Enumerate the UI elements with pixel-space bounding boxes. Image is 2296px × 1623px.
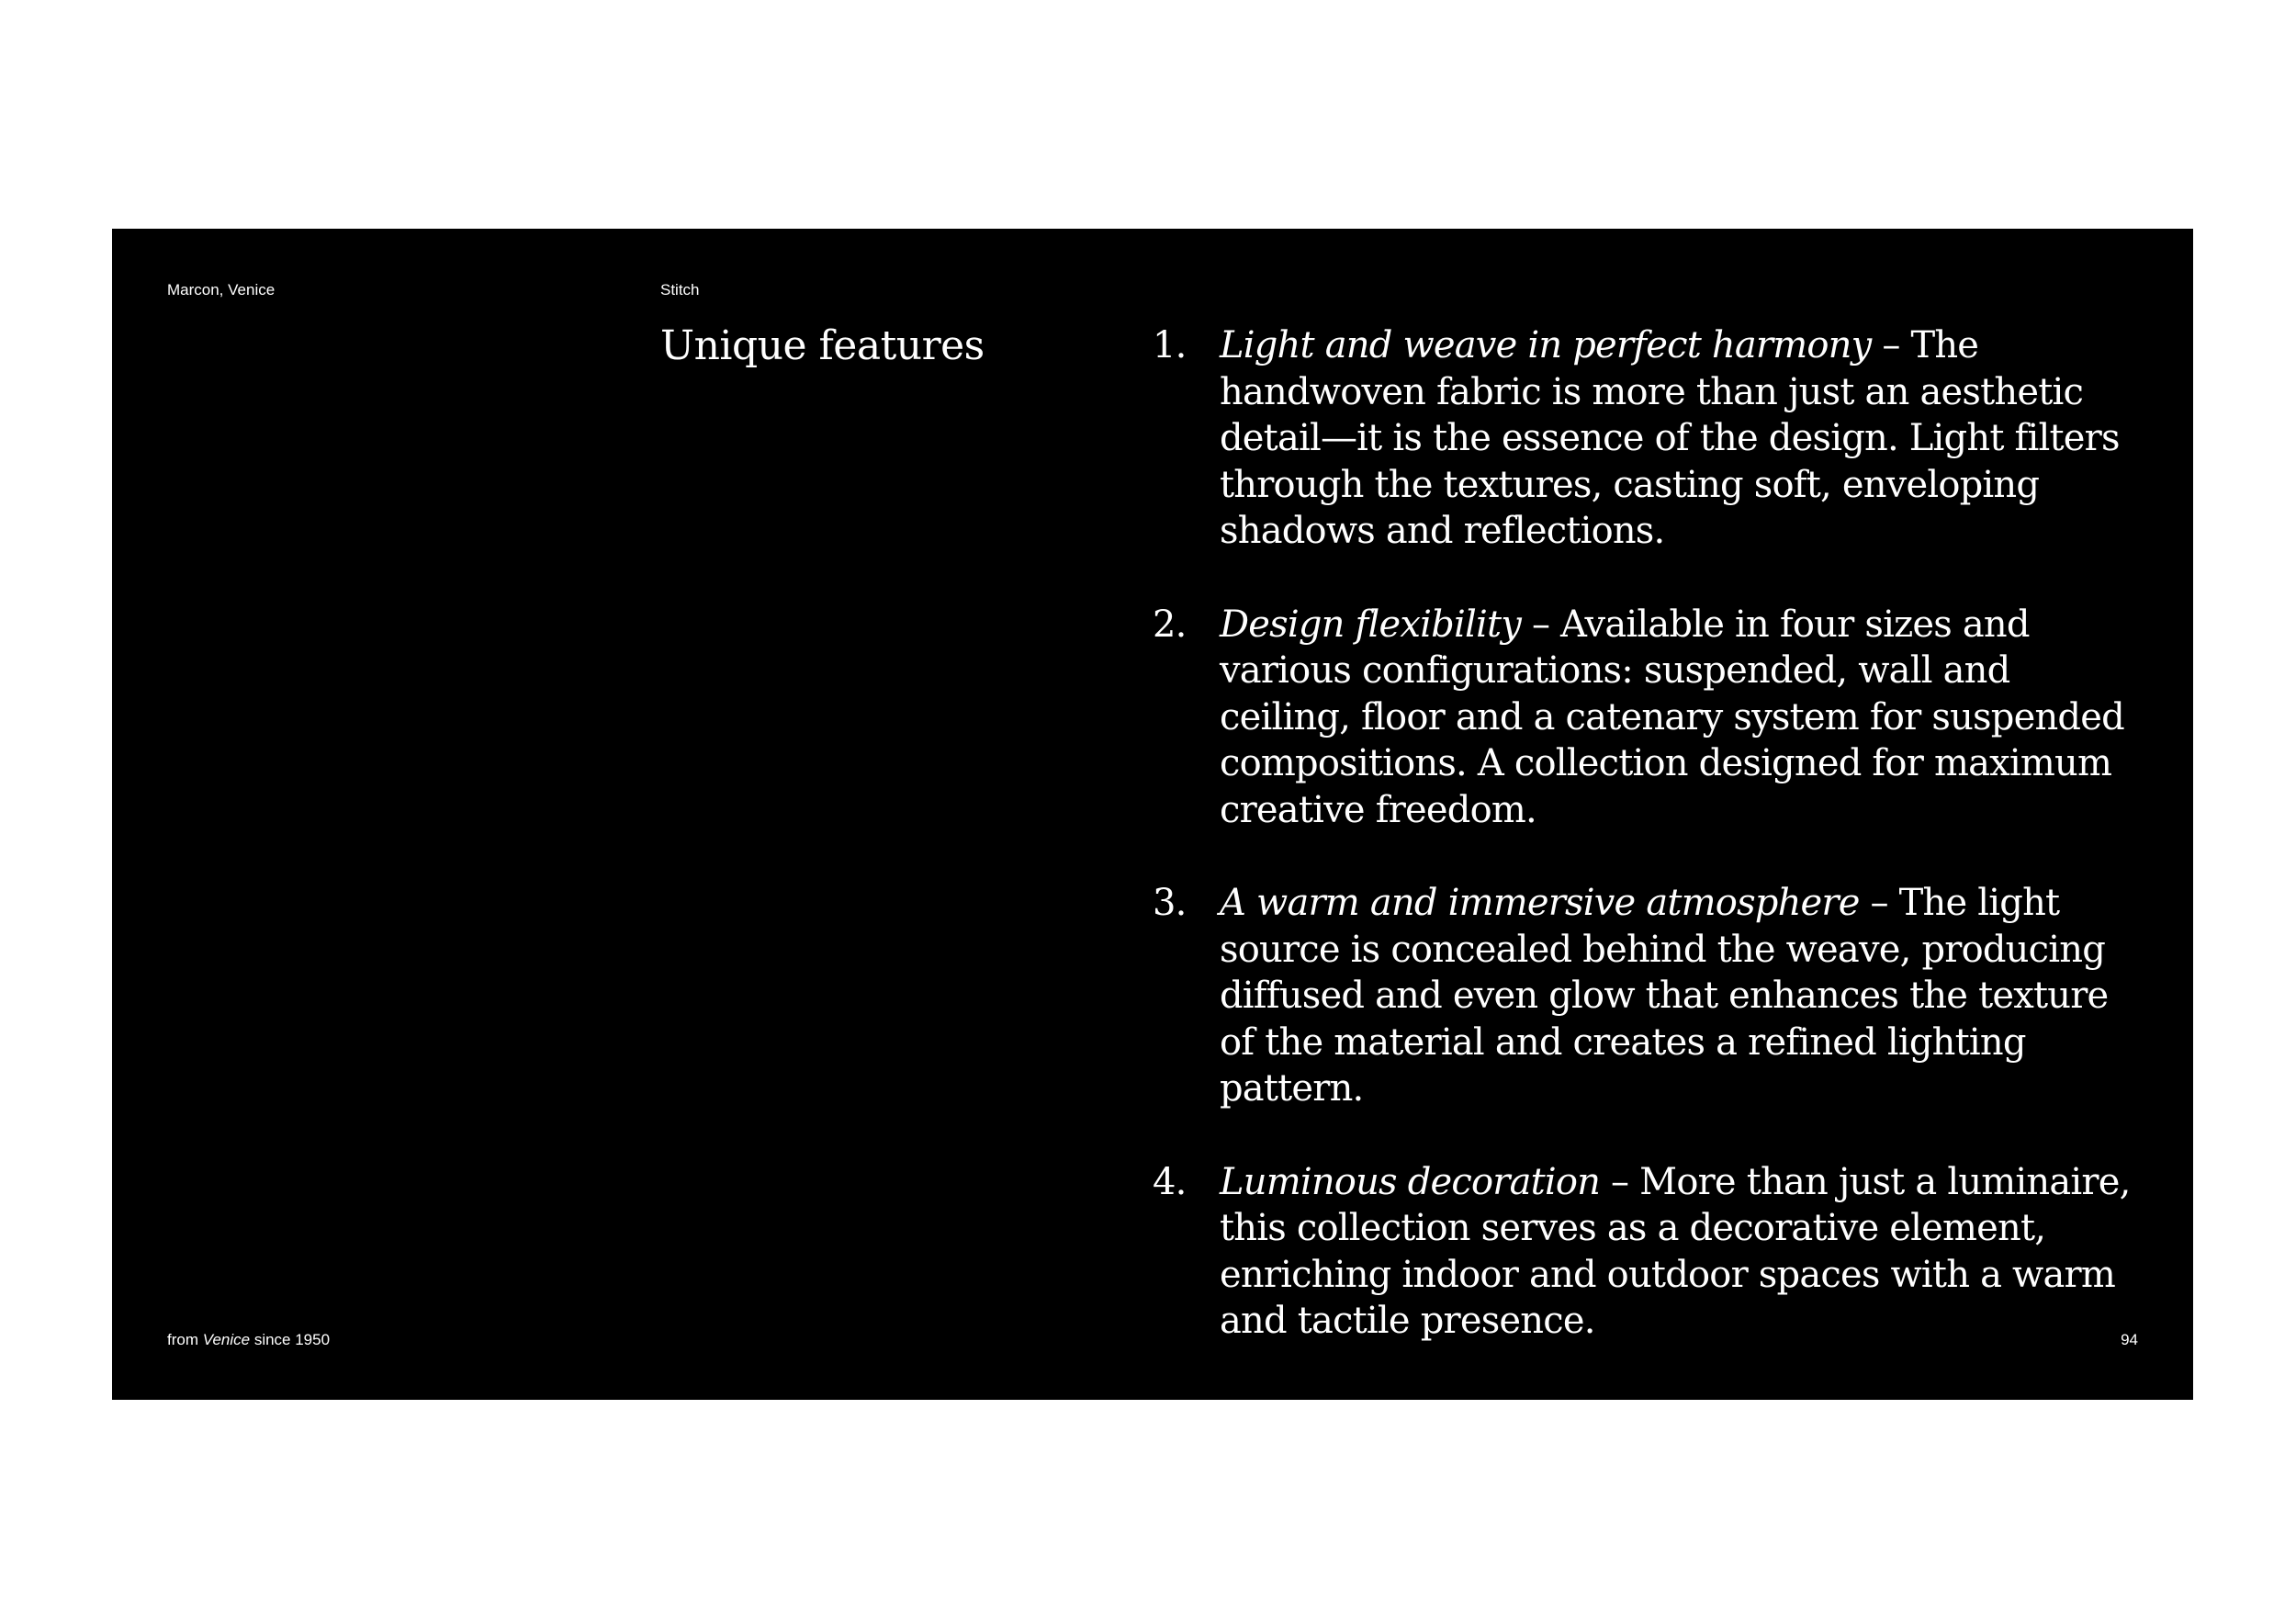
feature-item — [1153, 602, 2144, 834]
feature-number: 1. — [1153, 324, 1187, 366]
feature-text: – The light source is concealed behind the weave, producing diffused and even glow that enhances the texture of the material and creates a refined lighting pattern. — [1220, 882, 2109, 1110]
brand-label: Marcon, Venice — [167, 281, 276, 299]
collection-label: Stitch — [660, 281, 700, 299]
feature-number: 3. — [1153, 882, 1187, 924]
feature-number: 2. — [1153, 603, 1187, 646]
feature-number: 4. — [1153, 1160, 1187, 1203]
document-page — [112, 229, 2193, 1400]
feature-text: – Available in four sizes and various configurations: suspended, wall and ceiling, floor and a catenary system for suspended compositions. A collection designed for maximum creative freedom. — [1220, 603, 2124, 831]
footer-prefix: from — [167, 1331, 203, 1348]
feature-title: A warm and immersive atmosphere — [1220, 882, 1860, 924]
page-number: 94 — [2121, 1331, 2138, 1348]
feature-item — [1153, 322, 2144, 555]
feature-item — [1153, 880, 2144, 1112]
feature-title: Luminous decoration — [1220, 1160, 1601, 1203]
section-title: Unique features — [660, 322, 985, 369]
features-list — [1153, 322, 2144, 1392]
feature-title: Light and weave in perfect harmony — [1220, 324, 1872, 366]
footer-suffix: since 1950 — [250, 1331, 331, 1348]
footer-city: Venice — [202, 1331, 251, 1348]
feature-item — [1153, 1159, 2144, 1345]
feature-text: – The handwoven fabric is more than just an aesthetic detail—it is the essence of the design. Light filters through the textures, casting soft, enveloping shadows and reflections. — [1220, 324, 2120, 552]
feature-title: Design flexibility — [1220, 603, 1522, 646]
feature-text: – More than just a luminaire, this collection serves as a decorative element, enriching indoor and outdoor spaces with a warm and tactile presence. — [1220, 1160, 2131, 1342]
footer-tagline — [167, 1331, 330, 1349]
